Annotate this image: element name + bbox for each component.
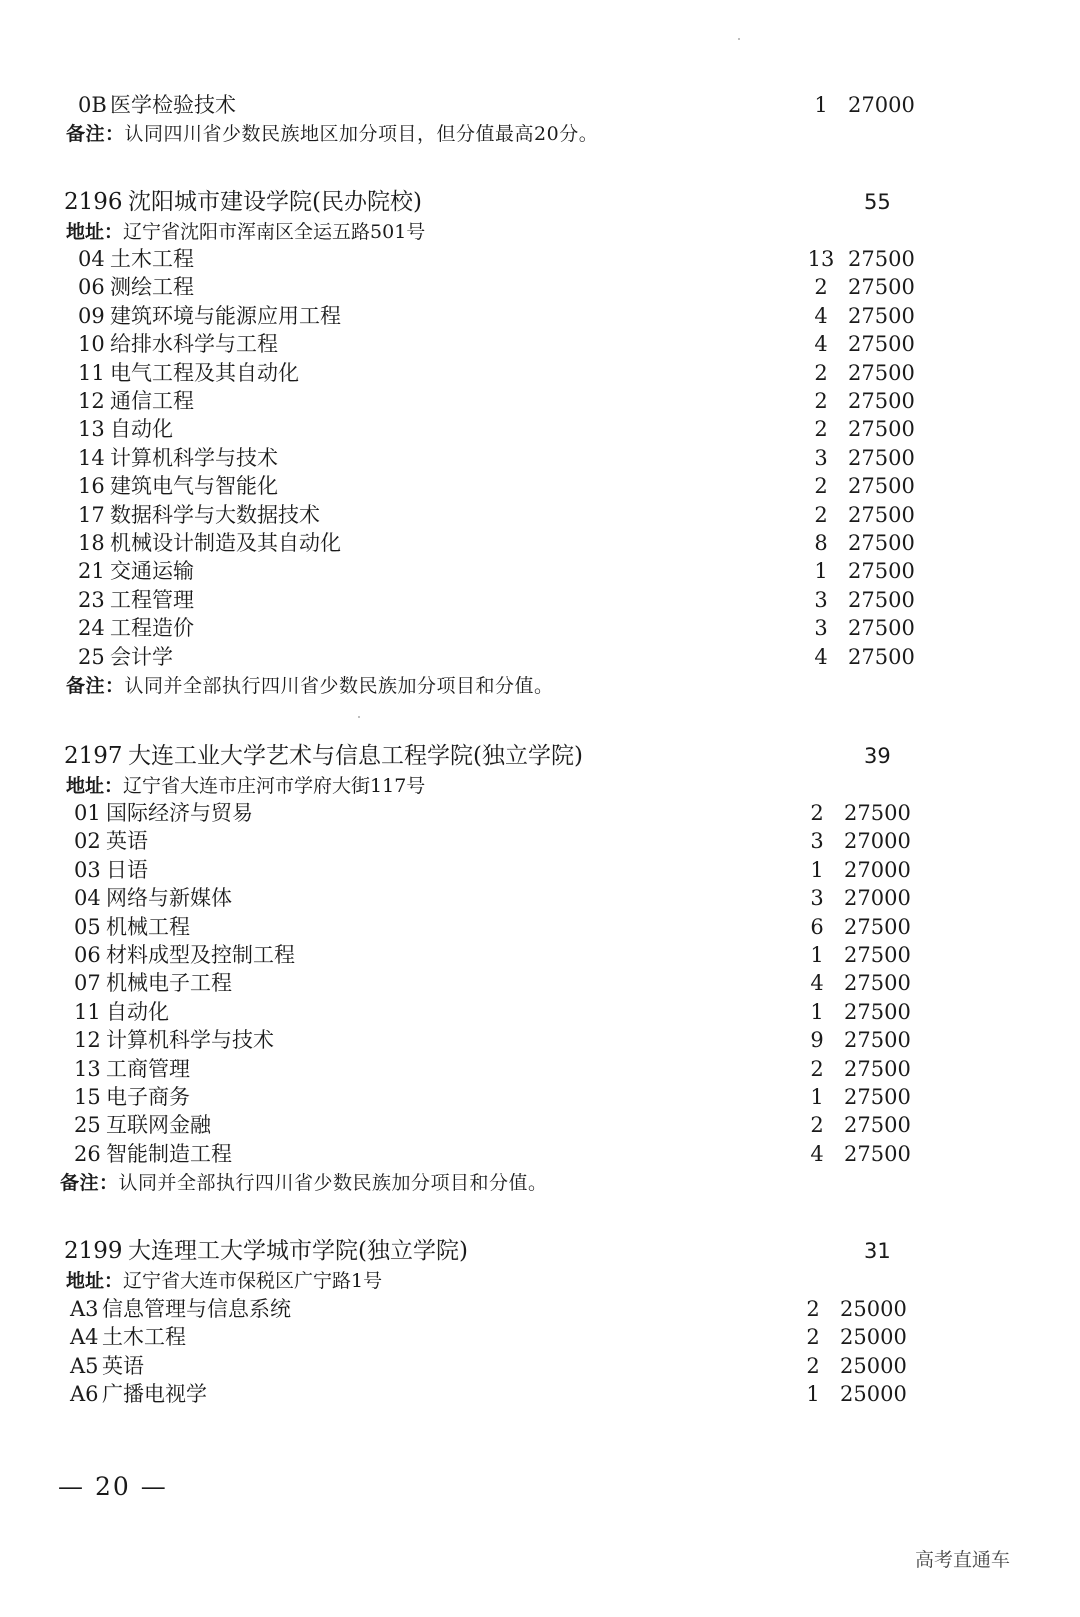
major-code: A3 bbox=[70, 1297, 99, 1321]
major-code: 04 bbox=[78, 247, 105, 271]
major-fee: 25000 bbox=[840, 1382, 907, 1407]
major-code: 11 bbox=[78, 360, 105, 385]
remark bbox=[66, 120, 598, 148]
major-fee: 27500 bbox=[844, 1113, 911, 1138]
major-row bbox=[0, 968, 1076, 998]
page-number: — 20 — bbox=[58, 1472, 168, 1501]
school-total: 39 bbox=[864, 744, 891, 768]
major-code: 17 bbox=[78, 502, 105, 527]
major-row bbox=[0, 798, 1076, 828]
major-fee: 25000 bbox=[840, 1325, 907, 1350]
major-row bbox=[0, 244, 1080, 274]
major-count: 1 bbox=[810, 857, 824, 882]
major-count: 2 bbox=[810, 801, 824, 825]
major-name: 自动化 bbox=[110, 417, 173, 442]
major-name: 医学检验技术 bbox=[110, 93, 236, 117]
address-text: 辽宁省大连市保税区广宁路1号 bbox=[123, 1270, 383, 1292]
major-fee: 27500 bbox=[844, 999, 911, 1024]
major-name: 给排水科学与工程 bbox=[110, 332, 278, 357]
major-code: 23 bbox=[78, 587, 105, 612]
major-row bbox=[0, 90, 1080, 120]
major-name: 机械工程 bbox=[106, 914, 190, 939]
major-name: 土木工程 bbox=[102, 1325, 186, 1350]
remark-text: 认同并全部执行四川省少数民族加分项目和分值。 bbox=[124, 675, 554, 697]
remark bbox=[66, 672, 554, 700]
major-row bbox=[0, 1110, 1076, 1140]
address-text: 辽宁省大连市庄河市学府大街117号 bbox=[123, 775, 426, 797]
major-row bbox=[0, 556, 1080, 586]
school-name: 沈阳城市建设学院(民办院校) bbox=[128, 189, 422, 215]
major-row bbox=[0, 585, 1080, 615]
major-fee: 27500 bbox=[848, 616, 915, 641]
major-code: 12 bbox=[78, 389, 105, 413]
major-fee: 27500 bbox=[848, 587, 915, 612]
major-name: 测绘工程 bbox=[110, 275, 194, 300]
major-fee: 27500 bbox=[844, 1085, 911, 1109]
major-fee: 27500 bbox=[844, 1141, 911, 1166]
major-code: 21 bbox=[78, 559, 105, 584]
major-code: 15 bbox=[74, 1085, 101, 1109]
major-count: 2 bbox=[814, 360, 828, 385]
address-label: 地址： bbox=[66, 1270, 124, 1292]
major-name: 信息管理与信息系统 bbox=[102, 1297, 291, 1321]
major-name: 电气工程及其自动化 bbox=[110, 360, 299, 385]
major-code: 05 bbox=[74, 914, 101, 939]
major-count: 4 bbox=[810, 971, 824, 996]
major-code: 25 bbox=[74, 1113, 101, 1138]
scan-speck bbox=[738, 38, 740, 40]
major-row bbox=[0, 1322, 1072, 1352]
major-code: 02 bbox=[74, 829, 101, 854]
scan-speck bbox=[358, 716, 360, 718]
major-fee: 27500 bbox=[844, 1028, 911, 1053]
major-name: 计算机科学与技术 bbox=[106, 1028, 274, 1053]
major-count: 3 bbox=[810, 886, 824, 911]
school-address bbox=[66, 772, 425, 800]
major-fee: 27500 bbox=[848, 417, 915, 442]
major-count: 1 bbox=[810, 999, 824, 1024]
school-header bbox=[64, 738, 1064, 774]
major-row bbox=[0, 997, 1076, 1027]
major-fee: 27000 bbox=[844, 829, 911, 854]
major-count: 2 bbox=[810, 1113, 824, 1138]
major-count: 1 bbox=[814, 559, 828, 584]
major-code: 06 bbox=[74, 943, 101, 967]
major-fee: 27500 bbox=[848, 644, 915, 669]
school-address bbox=[66, 1267, 382, 1295]
major-count: 9 bbox=[810, 1028, 824, 1053]
remark-label: 备注： bbox=[66, 123, 125, 145]
major-name: 机械电子工程 bbox=[106, 971, 232, 996]
major-fee: 27000 bbox=[848, 93, 915, 117]
major-row bbox=[0, 642, 1080, 672]
school-code: 2196 bbox=[64, 189, 123, 215]
major-fee: 27500 bbox=[844, 801, 911, 825]
major-code: 26 bbox=[74, 1141, 101, 1166]
major-count: 4 bbox=[814, 644, 828, 669]
major-code: 07 bbox=[74, 971, 101, 996]
major-row bbox=[0, 528, 1080, 558]
major-name: 土木工程 bbox=[110, 247, 194, 271]
remark-label: 备注： bbox=[66, 675, 125, 697]
major-name: 日语 bbox=[106, 857, 148, 882]
major-row bbox=[0, 940, 1076, 970]
major-count: 1 bbox=[814, 93, 828, 117]
major-row bbox=[0, 912, 1076, 942]
major-code: 24 bbox=[78, 616, 105, 641]
major-count: 1 bbox=[810, 943, 824, 967]
major-count: 2 bbox=[806, 1297, 820, 1321]
major-row bbox=[0, 386, 1080, 416]
school-name: 大连理工大学城市学院(独立学院) bbox=[128, 1238, 468, 1264]
major-fee: 27500 bbox=[844, 943, 911, 967]
address-label: 地址： bbox=[66, 221, 124, 243]
major-fee: 27500 bbox=[848, 445, 915, 470]
major-count: 4 bbox=[810, 1141, 824, 1166]
major-row bbox=[0, 1139, 1076, 1169]
major-name: 计算机科学与技术 bbox=[110, 445, 278, 470]
major-count: 1 bbox=[806, 1382, 820, 1407]
major-fee: 27500 bbox=[848, 247, 915, 271]
major-row bbox=[0, 613, 1080, 643]
major-count: 2 bbox=[810, 1056, 824, 1081]
major-fee: 27500 bbox=[848, 474, 915, 499]
school-address bbox=[66, 218, 425, 246]
major-row bbox=[0, 883, 1076, 913]
major-row bbox=[0, 826, 1076, 856]
major-fee: 27000 bbox=[844, 857, 911, 882]
major-row bbox=[0, 471, 1080, 501]
major-code: 16 bbox=[78, 474, 105, 499]
school-header bbox=[64, 184, 1064, 220]
major-count: 4 bbox=[814, 332, 828, 357]
major-fee: 25000 bbox=[840, 1353, 907, 1378]
major-row bbox=[0, 1379, 1072, 1409]
major-code: 01 bbox=[74, 801, 101, 825]
major-name: 通信工程 bbox=[110, 389, 194, 413]
major-count: 3 bbox=[810, 829, 824, 854]
school-total: 55 bbox=[864, 190, 891, 214]
major-name: 广播电视学 bbox=[102, 1382, 207, 1407]
major-name: 数据科学与大数据技术 bbox=[110, 502, 320, 527]
major-row bbox=[0, 1082, 1076, 1112]
major-fee: 27500 bbox=[848, 531, 915, 555]
major-fee: 27500 bbox=[848, 332, 915, 357]
major-count: 8 bbox=[814, 531, 828, 555]
major-fee: 27500 bbox=[848, 559, 915, 584]
major-row bbox=[0, 855, 1076, 885]
major-count: 2 bbox=[806, 1353, 820, 1378]
major-name: 智能制造工程 bbox=[106, 1141, 232, 1166]
major-name: 英语 bbox=[106, 829, 148, 854]
major-row bbox=[0, 301, 1080, 331]
major-code: 12 bbox=[74, 1028, 101, 1053]
major-row bbox=[0, 1294, 1072, 1324]
major-name: 会计学 bbox=[110, 644, 173, 669]
major-count: 6 bbox=[810, 914, 824, 939]
major-code: 13 bbox=[78, 417, 105, 442]
major-fee: 27500 bbox=[848, 275, 915, 300]
major-row bbox=[0, 1025, 1076, 1055]
major-code: 11 bbox=[74, 999, 101, 1024]
major-row bbox=[0, 358, 1080, 388]
major-code: 03 bbox=[74, 857, 101, 882]
major-fee: 27500 bbox=[848, 303, 915, 328]
major-name: 工商管理 bbox=[106, 1056, 190, 1081]
major-row bbox=[0, 329, 1080, 359]
remark-text: 认同并全部执行四川省少数民族加分项目和分值。 bbox=[118, 1172, 548, 1195]
major-count: 2 bbox=[814, 502, 828, 527]
major-count: 1 bbox=[810, 1085, 824, 1109]
major-count: 2 bbox=[814, 417, 828, 442]
major-name: 自动化 bbox=[106, 999, 169, 1024]
major-fee: 25000 bbox=[840, 1297, 907, 1321]
school-total: 31 bbox=[864, 1239, 891, 1263]
major-code: A5 bbox=[70, 1353, 99, 1378]
remark-label: 备注： bbox=[60, 1172, 119, 1195]
major-name: 互联网金融 bbox=[106, 1113, 211, 1138]
major-fee: 27500 bbox=[848, 502, 915, 527]
major-fee: 27500 bbox=[848, 389, 915, 413]
major-name: 工程管理 bbox=[110, 587, 194, 612]
major-name: 机械设计制造及其自动化 bbox=[110, 531, 341, 555]
major-row bbox=[0, 500, 1080, 530]
school-code: 2197 bbox=[64, 743, 123, 769]
major-count: 3 bbox=[814, 445, 828, 470]
major-name: 材料成型及控制工程 bbox=[106, 943, 295, 967]
major-code: 0B bbox=[78, 93, 107, 117]
major-row bbox=[0, 443, 1080, 473]
major-name: 工程造价 bbox=[110, 616, 194, 641]
major-name: 建筑电气与智能化 bbox=[110, 474, 278, 499]
major-code: 10 bbox=[78, 332, 105, 357]
major-count: 2 bbox=[814, 275, 828, 300]
major-fee: 27000 bbox=[844, 886, 911, 911]
major-code: 06 bbox=[78, 275, 105, 300]
major-fee: 27500 bbox=[844, 1056, 911, 1081]
school-code: 2199 bbox=[64, 1238, 123, 1264]
major-count: 4 bbox=[814, 303, 828, 328]
major-count: 3 bbox=[814, 616, 828, 641]
major-code: 25 bbox=[78, 644, 105, 669]
major-code: 14 bbox=[78, 445, 105, 470]
major-name: 建筑环境与能源应用工程 bbox=[110, 303, 341, 328]
major-code: A4 bbox=[70, 1325, 99, 1350]
major-name: 英语 bbox=[102, 1353, 144, 1378]
major-count: 2 bbox=[814, 389, 828, 413]
major-code: 09 bbox=[78, 303, 105, 328]
major-count: 3 bbox=[814, 587, 828, 612]
school-name: 大连工业大学艺术与信息工程学院(独立学院) bbox=[128, 743, 583, 769]
major-row bbox=[0, 414, 1080, 444]
major-code: 18 bbox=[78, 531, 105, 555]
major-fee: 27500 bbox=[844, 971, 911, 996]
major-row bbox=[0, 1054, 1076, 1084]
major-code: A6 bbox=[70, 1382, 99, 1407]
major-count: 2 bbox=[814, 474, 828, 499]
watermark: 高考直通车 bbox=[915, 1549, 1011, 1571]
major-fee: 27500 bbox=[844, 914, 911, 939]
remark bbox=[60, 1169, 548, 1197]
major-row bbox=[0, 272, 1080, 302]
address-label: 地址： bbox=[66, 775, 124, 797]
major-code: 04 bbox=[74, 886, 101, 911]
remark-text: 认同四川省少数民族地区加分项目，但分值最高20分。 bbox=[124, 123, 599, 145]
major-fee: 27500 bbox=[848, 360, 915, 385]
major-row bbox=[0, 1351, 1072, 1381]
major-code: 13 bbox=[74, 1056, 101, 1081]
major-name: 国际经济与贸易 bbox=[106, 801, 253, 825]
major-name: 网络与新媒体 bbox=[106, 886, 232, 911]
school-header bbox=[64, 1233, 1064, 1269]
major-count: 2 bbox=[806, 1325, 820, 1350]
address-text: 辽宁省沈阳市浑南区全运五路501号 bbox=[123, 221, 426, 243]
major-name: 电子商务 bbox=[106, 1085, 190, 1109]
major-name: 交通运输 bbox=[110, 559, 194, 584]
major-count: 13 bbox=[807, 247, 835, 271]
